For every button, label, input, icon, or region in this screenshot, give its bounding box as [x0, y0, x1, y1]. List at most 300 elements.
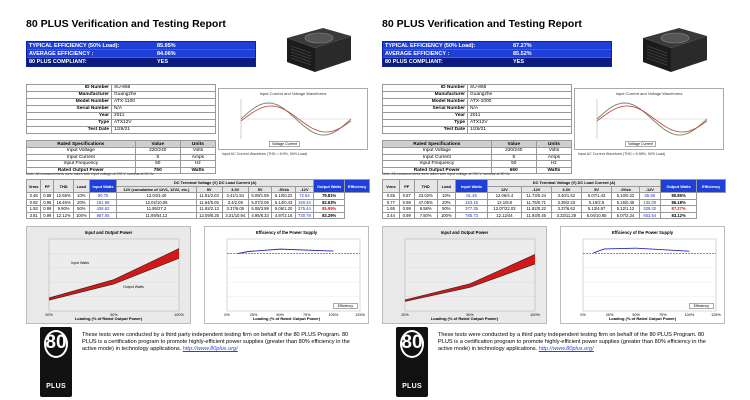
spec-row	[27, 148, 216, 155]
dc-cell: 10%	[437, 193, 455, 200]
info-key: Test Date	[383, 127, 468, 134]
dc-cell: 20%	[73, 199, 89, 206]
dc-cell: 12.09/5.25	[196, 212, 222, 219]
efficiency-summary	[382, 41, 612, 67]
x-tick-label: 50%	[276, 313, 285, 317]
report-page	[378, 0, 728, 400]
spec-cell: Amps	[536, 154, 571, 161]
dc-cell: 23.02%	[414, 193, 437, 200]
spec-cell: Hz	[180, 161, 215, 168]
80plus-link[interactable]: http://www.80plus.org/	[538, 346, 594, 352]
waveform-legend	[269, 141, 300, 147]
dc-cell: 3.39/2.33	[551, 199, 581, 206]
80plus-link[interactable]: http://www.80plus.org/	[182, 346, 238, 352]
info-value: N/A	[468, 106, 572, 113]
info-value: Guangzhe	[112, 92, 216, 99]
efficiency-summary	[26, 41, 256, 67]
info-key: Model Number	[27, 99, 112, 106]
80-plus-logo	[396, 327, 428, 397]
input-output-plot	[383, 227, 548, 325]
info-row	[27, 127, 216, 134]
info-row	[383, 120, 572, 127]
spec-header-cell: Rated Specifications	[27, 141, 136, 148]
logo-number: 80	[45, 332, 67, 353]
logo-number: 80	[401, 332, 423, 353]
x-tick-label: 20%	[401, 313, 409, 317]
info-row	[27, 85, 216, 92]
info-key: Manufacturer	[383, 92, 468, 99]
dc-cell: 5.14/0.43	[272, 199, 296, 206]
dc-cell: 4.95/8.33	[248, 212, 272, 219]
dc-cell: 0.99	[41, 206, 54, 213]
dc-subheader-cell: 3.3V	[551, 186, 581, 193]
dc-cell: 5.09/1.69	[248, 193, 272, 200]
spec-header-cell: Value	[135, 141, 180, 148]
dc-cell: 12.12/44	[488, 212, 522, 219]
dc-cell: 79.81%	[314, 193, 345, 200]
plot-area	[405, 239, 535, 311]
info-value: ATX-1000	[468, 99, 572, 106]
dc-cell: 12.02/10.06	[117, 199, 196, 206]
x-tick-label: 25%	[605, 313, 614, 317]
dc-subheader-cell: -5Vsb	[272, 186, 296, 193]
dc-cell: 16.46%	[54, 199, 74, 206]
dc-subheader-cell: 3.3V	[222, 186, 248, 193]
x-tick-label: 50%	[632, 313, 641, 317]
dc-cell: 11.92/2.13	[196, 206, 222, 213]
spec-header-cell: Value	[491, 141, 536, 148]
disclaimer	[438, 332, 718, 353]
dc-header-cell: Load	[73, 180, 89, 193]
waveform-caption: Input AC Current Waveform (THD = 6.58%, 50% Load)	[578, 152, 666, 156]
dc-cell: 11.81/2.03	[196, 193, 222, 200]
dc-cell: 12.12%	[54, 212, 74, 219]
report-title: 80 PLUS Verification and Testing Report	[26, 18, 226, 30]
efficiency-row	[27, 50, 255, 58]
waveform-caption: Input AC Current Waveform (THD = 8.9%, 50% Load)	[222, 152, 308, 156]
dc-cell: 0.88	[41, 193, 54, 200]
info-value: SU-866	[112, 85, 216, 92]
rated-specifications-table	[382, 140, 572, 174]
efficiency-row	[27, 58, 255, 66]
input-output-plot	[27, 227, 192, 325]
dc-cell: 375.44	[295, 206, 313, 213]
dc-header-cell: Efficiency	[345, 180, 370, 193]
info-value: Guangzhe	[468, 92, 572, 99]
efficiency-chart	[204, 226, 369, 324]
dc-cell: 11.95/27.2	[117, 206, 196, 213]
dc-subheader-cell: 12V	[488, 186, 522, 193]
measurement-note: Note: All measurements were taken with input voltage at 230 V nominal at 50 Hz.	[26, 172, 155, 176]
spec-row	[383, 161, 572, 168]
dc-cell: 3.44	[383, 212, 400, 219]
efficiency-row	[383, 42, 611, 50]
chart-title: Efficiency of the Power Supply	[255, 230, 318, 235]
info-value: ATX-1100	[112, 99, 216, 106]
efficiency-value: 84.06%	[157, 51, 176, 57]
input-output-chart	[26, 226, 191, 324]
dc-cell: 5.07/2.24	[612, 212, 639, 219]
dc-cell: 377.35	[456, 206, 488, 213]
dc-cell: 5.07/2.06	[248, 199, 272, 206]
dc-cell: 100%	[437, 212, 455, 219]
spec-cell: Input Voltage	[383, 148, 492, 155]
psu-fan	[305, 33, 333, 43]
dc-subheader-cell: -12V	[521, 186, 551, 193]
dc-cell: 9.90%	[54, 206, 74, 213]
80-plus-logo	[40, 327, 72, 397]
dc-cell: 3.37/6.62	[551, 206, 581, 213]
info-value: ATX12V	[468, 120, 572, 127]
disclaimer	[82, 332, 362, 353]
dc-cell: 0.99	[41, 212, 54, 219]
dc-load-table	[382, 179, 726, 219]
dc-cell: 0.92	[27, 199, 41, 206]
dc-cell: 0.99	[399, 212, 414, 219]
x-tick-label: 75%	[658, 313, 667, 317]
dc-cell: 20%	[437, 199, 455, 206]
dc-cell: 11.73/0.24	[521, 193, 551, 200]
dc-cell: 86.18%	[660, 199, 696, 206]
dc-cell: 12.06/4.4	[488, 193, 522, 200]
chart-title: Efficiency of the Power Supply	[611, 230, 674, 235]
spec-cell: 50	[135, 161, 180, 168]
info-key: ID Number	[383, 85, 468, 92]
chart-x-label: Loading (% of Rated Output Power)	[430, 316, 499, 321]
dc-cell: 82.63%	[314, 199, 345, 206]
dc-cell: 7.50%	[414, 212, 437, 219]
measurement-note: Note: All measurements were taken with input voltage at 230 V nominal at 50 Hz.	[382, 172, 511, 176]
legend-voltage: Voltage	[272, 142, 284, 146]
dc-cell: 329.32	[639, 206, 660, 213]
input-watts-label: Input Watts	[71, 261, 90, 265]
dc-cell: 0.55	[383, 193, 400, 200]
dc-cell: 730.78	[295, 212, 313, 219]
spec-cell: Input Voltage	[27, 148, 136, 155]
dc-header-cell: Load	[437, 180, 455, 193]
dc-cell: 0.99	[399, 206, 414, 213]
dc-cell: 80.86%	[660, 193, 696, 200]
info-key: Model Number	[383, 99, 468, 106]
dc-cell: 11.93/0.45	[521, 212, 551, 219]
info-row	[383, 85, 572, 92]
dc-cell: 0.87	[399, 193, 414, 200]
efficiency-plot	[205, 227, 370, 325]
dc-cell: 5.13/4.97	[581, 206, 611, 213]
info-value: SU-865	[468, 85, 572, 92]
dc-cell: 11.82/0.22	[521, 206, 551, 213]
dc-cell: 181.96	[89, 199, 117, 206]
spec-cell: Hz	[536, 161, 571, 168]
info-key: Year	[383, 113, 468, 120]
spec-cell: Input Frequency	[27, 161, 136, 168]
rated-specifications-table	[26, 140, 216, 174]
spec-row	[27, 154, 216, 161]
report-page	[22, 0, 372, 400]
dc-cell: 6.58%	[414, 206, 437, 213]
x-tick-label: 75%	[302, 313, 311, 317]
waveform-title: Input Current and Voltage Waveforms	[259, 91, 327, 96]
product-info-table	[382, 84, 572, 134]
info-row	[27, 120, 216, 127]
waveform-legend	[625, 141, 656, 147]
dc-cell: 3.40/1.52	[551, 193, 581, 200]
product-info-table	[26, 84, 216, 134]
spec-cell: 750	[135, 167, 180, 174]
info-value: N/A	[112, 106, 216, 113]
dc-header-cell: Output Watts	[660, 180, 696, 193]
dc-cell: 10%	[73, 193, 89, 200]
spec-header-cell: Rated Specifications	[383, 141, 492, 148]
logo-plus: PLUS	[402, 383, 422, 390]
info-value: ATX12V	[112, 120, 216, 127]
x-tick-label: 125%	[355, 313, 365, 317]
info-value: 1/26/21	[468, 127, 572, 134]
spec-cell: Input Frequency	[383, 161, 492, 168]
info-row	[27, 99, 216, 106]
spec-row	[383, 154, 572, 161]
info-row	[383, 99, 572, 106]
efficiency-value: YES	[157, 59, 169, 65]
dc-cell: 3.81	[27, 212, 41, 219]
dc-cell: 1.65	[383, 206, 400, 213]
dc-header-row	[27, 180, 370, 187]
dc-cell: 85.95%	[314, 206, 345, 213]
waveform-chart	[218, 88, 368, 150]
dc-header-cell: THD	[54, 180, 74, 193]
dc-cell: 50%	[437, 206, 455, 213]
chart-x-label: Loading (% of Rated Output Power)	[608, 316, 677, 321]
info-row	[383, 113, 572, 120]
dc-cell: 3.37/6.05	[222, 206, 248, 213]
dc-cell: 3.31/10.94	[222, 212, 248, 219]
spec-cell: Rated Output Power	[383, 167, 492, 174]
plot-area	[49, 239, 179, 311]
dc-cell: 11.64/5.05	[196, 199, 222, 206]
waveform-title: Input Current and Voltage Waveforms	[615, 91, 683, 96]
report-title: 80 PLUS Verification and Testing Report	[382, 18, 582, 30]
dc-subheader-cell: -5Vsb	[612, 186, 639, 193]
dc-cell: 150.34	[295, 199, 313, 206]
dc-cell: 5.10/0.22	[272, 193, 296, 200]
spec-cell: Input Current	[383, 154, 492, 161]
chart-title: Input and Output Power	[440, 230, 489, 235]
efficiency-row	[383, 58, 611, 66]
power-supply-image	[277, 24, 357, 74]
dc-cell: 4.97/2.16	[272, 212, 296, 219]
dc-header-cell: Output Watts	[314, 180, 345, 193]
dc-cell: 3.33/11.28	[551, 212, 581, 219]
spec-header-cell: Units	[536, 141, 571, 148]
efficiency-row	[27, 42, 255, 50]
dc-subheader-cell: -12V	[639, 186, 660, 193]
x-tick-label: 50%	[110, 313, 118, 317]
info-key: ID Number	[27, 85, 112, 92]
dc-subheader-cell: 5V	[248, 186, 272, 193]
info-key: Test Date	[27, 127, 112, 134]
dc-row	[383, 212, 726, 219]
efficiency-label: TYPICAL EFFICIENCY (50% Load):	[29, 43, 120, 49]
psu-fan	[661, 33, 689, 43]
efficiency-value: 87.27%	[513, 43, 532, 49]
info-key: Type	[27, 120, 112, 127]
dc-cell: 3.4/2.09	[222, 199, 248, 206]
dc-cell: 12.04/3.40	[117, 193, 196, 200]
dc-cell: 5.10/0.22	[612, 193, 639, 200]
dc-cell: 12.65%	[54, 193, 74, 200]
efficiency-label: AVERAGE EFFICIENCY :	[385, 51, 450, 57]
info-row	[383, 127, 572, 134]
dc-cell: 5.19/2.8	[581, 199, 611, 206]
efficiency-value: YES	[513, 59, 525, 65]
efficiency-row	[383, 50, 611, 58]
spec-cell: 650	[491, 167, 536, 174]
dc-subheader-cell: 5V	[196, 186, 222, 193]
input-output-chart	[382, 226, 547, 324]
info-value: 2011	[112, 113, 216, 120]
spec-cell: Volts	[536, 148, 571, 155]
dc-header-cell: PF	[41, 180, 54, 193]
info-row	[383, 106, 572, 113]
dc-cell: 153.15	[456, 199, 488, 206]
spec-cell: Amps	[180, 154, 215, 161]
info-key: Serial Number	[27, 106, 112, 113]
dc-cell: 12.1/8.8	[488, 199, 522, 206]
dc-subheader-cell: 5V	[581, 186, 611, 193]
chart-x-label: Loading (% of Rated Output Power)	[252, 316, 321, 321]
x-tick-label: 125%	[711, 313, 721, 317]
dc-subheader-cell: -12V	[295, 186, 313, 193]
dc-header-cell: Vrms	[27, 180, 41, 193]
efficiency-value: 85.52%	[513, 51, 532, 57]
spec-cell: 6	[491, 154, 536, 161]
dc-header-cell: Vrms	[383, 180, 400, 193]
spec-cell: Watts	[180, 167, 215, 174]
dc-header-row	[383, 180, 726, 187]
dc-cell: 12.07/22.03	[488, 206, 522, 213]
info-row	[27, 92, 216, 99]
dc-cell: 132.00	[639, 199, 660, 206]
x-tick-label: 100%	[174, 313, 184, 317]
dc-cell: 0.48	[27, 193, 41, 200]
dc-header-cell: THD	[414, 180, 437, 193]
x-tick-label: 50%	[466, 313, 474, 317]
dc-cell: 87.27%	[660, 206, 696, 213]
spec-cell: Volts	[180, 148, 215, 155]
dc-header-cell: DC Terminal Voltage (V) DC Load Current (A)	[117, 180, 314, 187]
dc-header-cell: Input Watts	[89, 180, 117, 193]
x-tick-label: 100%	[530, 313, 540, 317]
efficiency-plot	[561, 227, 726, 325]
info-row	[27, 106, 216, 113]
dc-cell: 81.45	[456, 193, 488, 200]
dc-cell: 83.12%	[660, 212, 696, 219]
info-row	[383, 92, 572, 99]
legend-voltage: Voltage	[628, 142, 640, 146]
spec-cell: 220/240	[135, 148, 180, 155]
info-value: 2011	[468, 113, 572, 120]
dc-cell: 5.07/1.43	[581, 193, 611, 200]
dc-header-cell: Input Watts	[456, 180, 488, 193]
spec-header-cell: Units	[180, 141, 215, 148]
spec-cell: 220/240	[491, 148, 536, 155]
output-watts-label: Output Watts	[123, 285, 144, 289]
spec-cell: Watts	[536, 167, 571, 174]
efficiency-legend: Efficiency	[333, 303, 358, 309]
x-tick-label: 0%	[224, 313, 230, 317]
dc-cell: 5.06/1.20	[272, 206, 296, 213]
dc-cell: 5.12/1.12	[612, 206, 639, 213]
logo-plus: PLUS	[46, 383, 66, 390]
x-tick-label: 25%	[249, 313, 258, 317]
info-key: Year	[27, 113, 112, 120]
dc-cell: 47.05%	[414, 199, 437, 206]
spec-row	[27, 161, 216, 168]
dc-cell: 0.96	[41, 199, 54, 206]
dc-cell: 0.98	[399, 199, 414, 206]
dc-cell: 785.73	[456, 212, 488, 219]
legend-current: Current	[641, 142, 653, 146]
dc-cell: 72.64	[295, 193, 313, 200]
dc-cell: 3.41/1.54	[222, 193, 248, 200]
efficiency-legend: Efficiency	[689, 303, 714, 309]
info-value: 1/26/21	[112, 127, 216, 134]
dc-cell: 100%	[73, 212, 89, 219]
info-key: Manufacturer	[27, 92, 112, 99]
waveform-chart	[574, 88, 724, 150]
info-row	[27, 113, 216, 120]
x-tick-label: 100%	[328, 313, 339, 317]
dc-header-cell: Efficiency	[697, 180, 726, 193]
info-key: Type	[383, 120, 468, 127]
x-tick-label: 20%	[45, 313, 53, 317]
spec-header-row	[27, 141, 216, 148]
dc-cell: 653.54	[639, 212, 660, 219]
spec-row	[383, 148, 572, 155]
efficiency-label: TYPICAL EFFICIENCY (50% Load):	[385, 43, 476, 49]
legend-current: Current	[285, 142, 297, 146]
power-supply-image	[633, 24, 713, 74]
dc-subheader-cell: 12V (cumulative of 12V1, 12V2, etc.)	[117, 186, 196, 193]
spec-cell: Rated Output Power	[27, 167, 136, 174]
dc-cell: 0.77	[383, 199, 400, 206]
efficiency-label: AVERAGE EFFICIENCY :	[29, 51, 94, 57]
spec-cell: 6	[135, 154, 180, 161]
dc-cell: 5.04/10.65	[581, 212, 611, 219]
efficiency-label: 80 PLUS COMPLIANT:	[29, 59, 87, 65]
dc-cell: 83.29%	[314, 212, 345, 219]
dc-cell: 50%	[73, 206, 89, 213]
dc-cell: 11.75/0.71	[521, 199, 551, 206]
dc-cell: 90.75	[89, 193, 117, 200]
disclaimer-text: These tests were conducted by a third party independent testing firm on behalf of the 80 PLUS Program. 80 PLUS is a certification program to promote highly-efficient power supplies (greater than 80% efficiency in the active mode) in technology applications.	[438, 332, 706, 352]
efficiency-label: 80 PLUS COMPLIANT:	[385, 59, 443, 65]
dc-cell: 436.82	[89, 206, 117, 213]
disclaimer-text: These tests were conducted by a third party independent testing firm on behalf of the 80 PLUS Program. 80 PLUS is a certification program to promote highly-efficient power supplies (greater than 80% efficiency in the active mode) in technology applications.	[82, 332, 350, 352]
spec-cell: 50	[491, 161, 536, 168]
x-tick-label: 0%	[580, 313, 586, 317]
spec-header-row	[383, 141, 572, 148]
dc-cell: 5.06/3.99	[248, 206, 272, 213]
dc-cell: 5.16/0.45	[612, 199, 639, 206]
dc-header-cell: DC Terminal Voltage (V) DC Load Current (A)	[488, 180, 661, 187]
dc-load-table	[26, 179, 370, 219]
dc-cell: 65.86	[639, 193, 660, 200]
chart-title: Input and Output Power	[84, 230, 133, 235]
efficiency-chart	[560, 226, 725, 324]
dc-cell: 867.05	[89, 212, 117, 219]
chart-x-label: Loading (% of Rated Output Power)	[74, 316, 143, 321]
